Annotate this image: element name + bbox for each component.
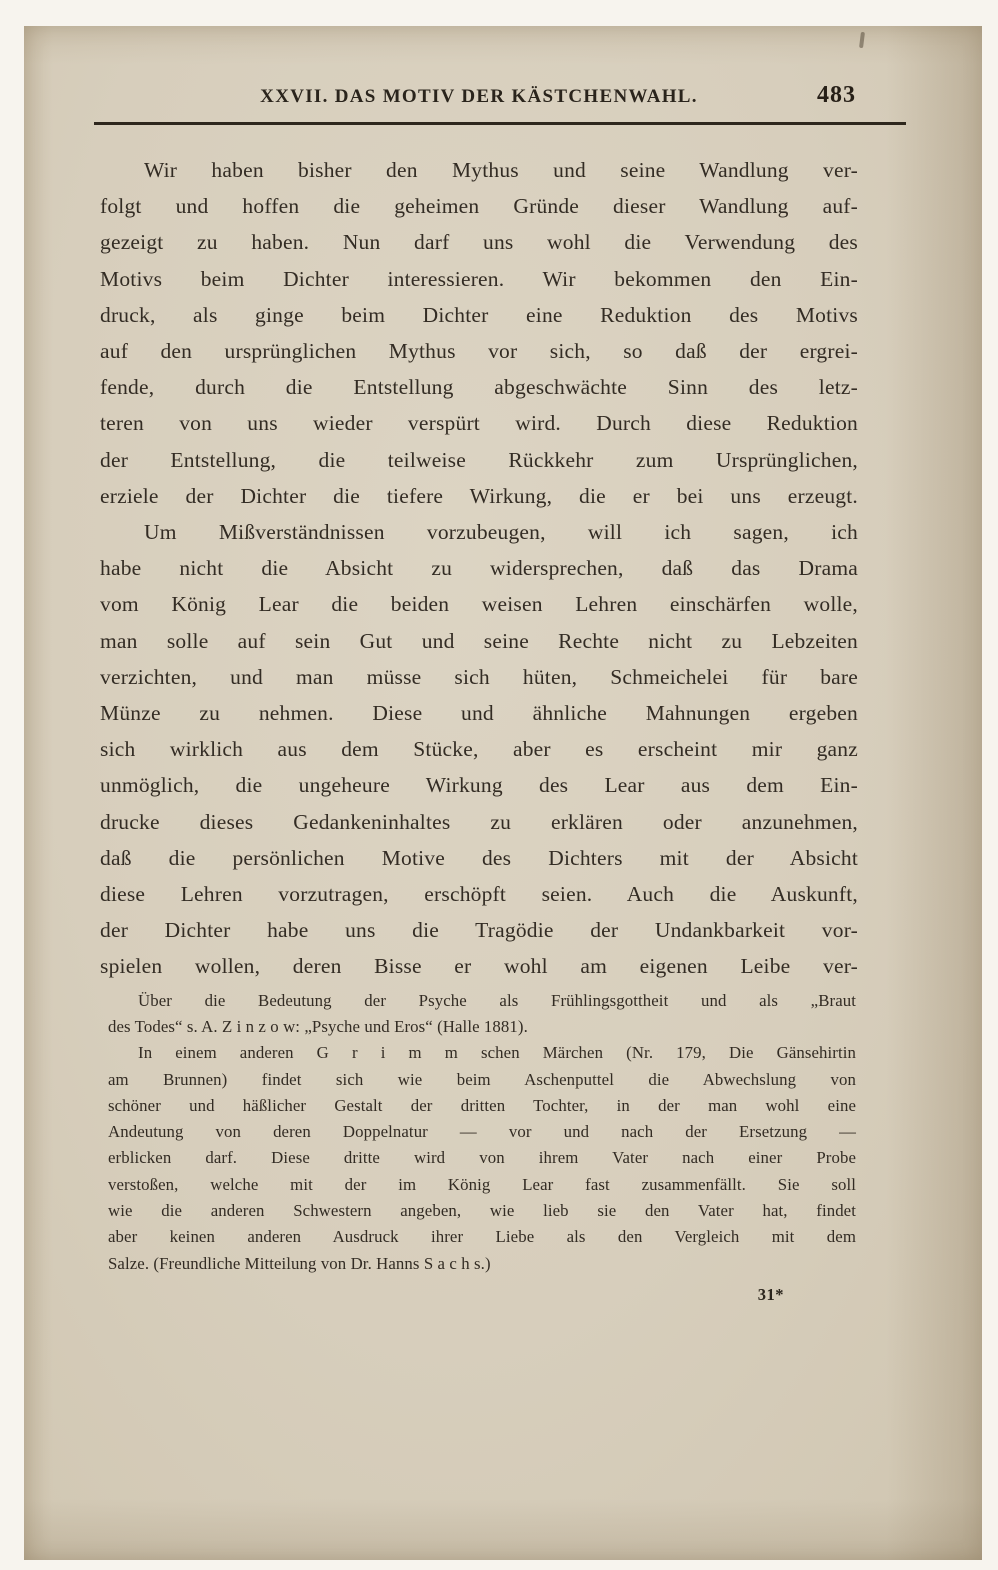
- page-content: [100, 84, 858, 1308]
- scanned-page: [24, 26, 982, 1560]
- text-line: teren von uns wieder verspürt wird. Durch diese Reduktion: [100, 411, 858, 436]
- paragraph: [100, 152, 858, 514]
- footnotes-section: [100, 988, 856, 1309]
- text-line: diese Lehren vorzutragen, erschöpft seien. Auch die Auskunft,: [100, 882, 858, 907]
- text-line: daß die persönlichen Motive des Dichters mit der Absicht: [100, 845, 858, 870]
- text-line: am Brunnen) findet sich wie beim Aschenputtel die Abwechslung von: [108, 1069, 856, 1089]
- text-line: Motivs beim Dichter interessieren. Wir bekommen den Ein-: [100, 266, 858, 291]
- text-line: fende, durch die Entstellung abgeschwächte Sinn des letz-: [100, 375, 858, 400]
- signature-mark: 31*: [757, 1284, 784, 1304]
- text-line: spielen wollen, deren Bisse er wohl am eigenen Leibe ver-: [100, 954, 858, 979]
- page-number: 483: [817, 82, 856, 108]
- text-line: erblicken darf. Diese dritte wird von ihrem Vater nach einer Probe: [108, 1148, 856, 1168]
- scan-artifact: [859, 32, 865, 48]
- footnote-paragraph: [108, 988, 856, 1041]
- text-line: Salze. (Freundliche Mitteilung von Dr. Hanns S a c h s.): [108, 1253, 491, 1273]
- text-line: der Entstellung, die teilweise Rückkehr zum Ursprünglichen,: [100, 447, 858, 472]
- text-line: vom König Lear die beiden weisen Lehren einschärfen wolle,: [100, 592, 858, 617]
- text-line: schöner und häßlicher Gestalt der dritten Tochter, in der man wohl eine: [108, 1095, 856, 1115]
- text-line: wie die anderen Schwestern angeben, wie lieb sie den Vater hat, findet: [108, 1201, 856, 1221]
- text-line: man solle auf sein Gut und seine Rechte nicht zu Lebzeiten: [100, 628, 858, 653]
- text-line: druck, als ginge beim Dichter eine Reduktion des Motivs: [100, 302, 858, 327]
- text-line: Über die Bedeutung der Psyche als Frühlingsgottheit und als „Braut: [138, 990, 856, 1010]
- chapter-title: XXVII. DAS MOTIV DER KÄSTCHENWAHL.: [260, 86, 698, 107]
- text-line: In einem anderen G r i m m schen Märchen (Nr. 179, Die Gänsehirtin: [138, 1043, 856, 1063]
- text-line: unmöglich, die ungeheure Wirkung des Lear aus dem Ein-: [100, 773, 858, 798]
- text-line: Münze zu nehmen. Diese und ähnliche Mahnungen ergeben: [100, 701, 858, 726]
- text-line: sich wirklich aus dem Stücke, aber es erscheint mir ganz: [100, 737, 858, 762]
- body-text: [100, 152, 858, 985]
- text-line: gezeigt zu haben. Nun darf uns wohl die Verwendung des: [100, 230, 858, 255]
- text-line: verstoßen, welche mit der im König Lear fast zusammenfällt. Sie soll: [108, 1174, 856, 1194]
- text-line: verzichten, und man müsse sich hüten, Schmeichelei für bare: [100, 664, 858, 689]
- page-header: [100, 84, 858, 120]
- text-line: Wir haben bisher den Mythus und seine Wandlung ver-: [144, 158, 858, 182]
- header-rule: [94, 122, 906, 125]
- paragraph: [100, 514, 858, 985]
- text-line: des Todes“ s. A. Z i n z o w: „Psyche und Eros“ (Halle 1881).: [108, 1016, 528, 1036]
- text-line: erziele der Dichter die tiefere Wirkung, die er bei uns erzeugt.: [100, 483, 858, 508]
- text-line: Andeutung von deren Doppelnatur — vor und nach der Ersetzung —: [108, 1122, 856, 1142]
- text-line: drucke dieses Gedankeninhaltes zu erklären oder anzunehmen,: [100, 809, 858, 834]
- footnote-paragraph: [108, 1040, 856, 1277]
- text-line: Um Mißverständnissen vorzubeugen, will ich sagen, ich: [144, 520, 858, 545]
- text-line: auf den ursprünglichen Mythus vor sich, so daß der ergrei-: [100, 339, 858, 364]
- text-line: habe nicht die Absicht zu widersprechen, daß das Drama: [100, 556, 858, 581]
- text-line: aber keinen anderen Ausdruck ihrer Liebe als den Vergleich mit dem: [108, 1227, 856, 1247]
- text-line: folgt und hoffen die geheimen Gründe dieser Wandlung auf-: [100, 194, 858, 219]
- text-line: der Dichter habe uns die Tragödie der Undankbarkeit vor-: [100, 918, 858, 943]
